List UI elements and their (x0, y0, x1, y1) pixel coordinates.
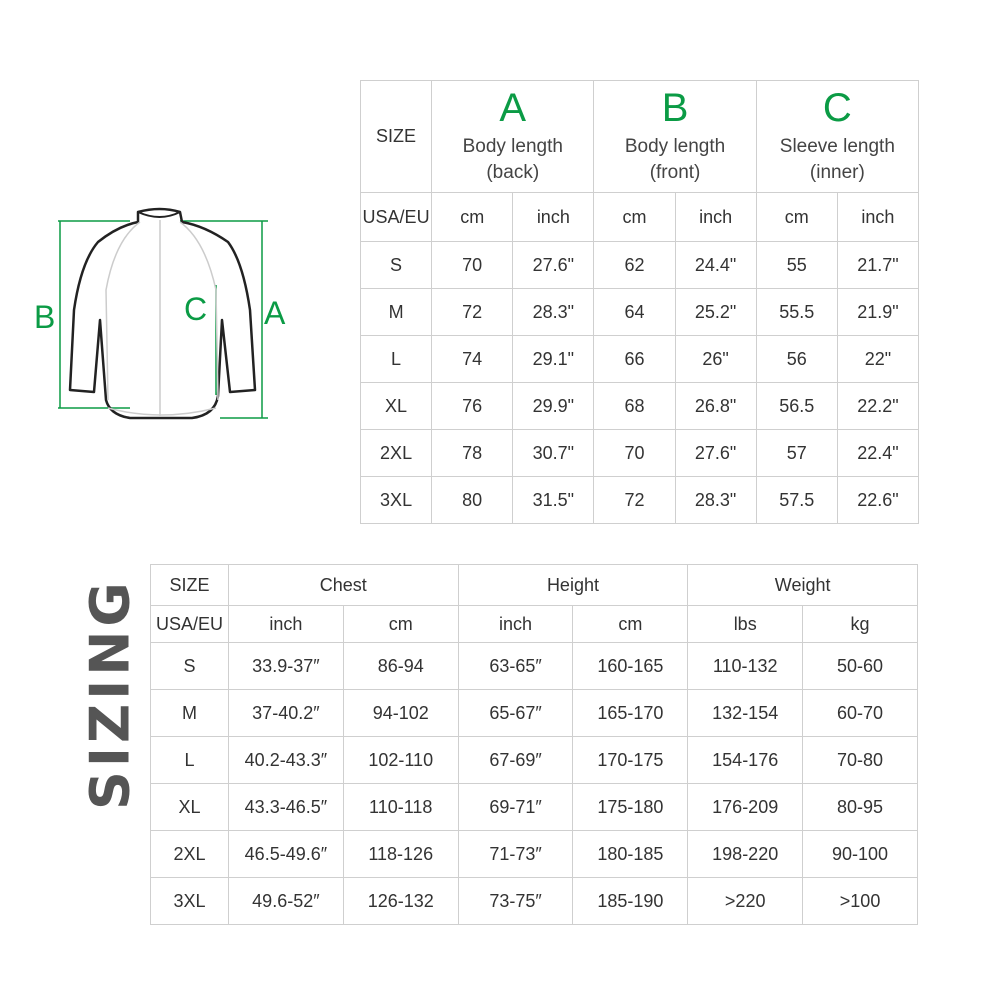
value-cell: 21.9" (837, 289, 918, 336)
value-cell: 110-132 (688, 643, 803, 690)
region-label: USA/EU (151, 606, 229, 643)
value-cell: 28.3" (675, 477, 756, 524)
unit-row (151, 606, 918, 643)
value-cell: 72 (432, 289, 513, 336)
value-cell: 37-40.2″ (228, 690, 343, 737)
value-cell: 80 (432, 477, 513, 524)
value-cell: 22.4" (837, 430, 918, 477)
size-cell: 2XL (151, 831, 229, 878)
unit-cell: inch (675, 193, 756, 242)
value-cell: 63-65″ (458, 643, 573, 690)
value-cell: 55 (756, 242, 837, 289)
unit-cell: cm (343, 606, 458, 643)
column-b-header (594, 81, 756, 193)
value-cell: 154-176 (688, 737, 803, 784)
value-cell: 70-80 (803, 737, 918, 784)
value-cell: 57.5 (756, 477, 837, 524)
table-row (151, 784, 918, 831)
value-cell: 49.6-52″ (228, 878, 343, 925)
value-cell: 25.2" (675, 289, 756, 336)
value-cell: 74 (432, 336, 513, 383)
value-cell: >220 (688, 878, 803, 925)
value-cell: 73-75″ (458, 878, 573, 925)
column-letter: B (661, 85, 689, 130)
value-cell: 165-170 (573, 690, 688, 737)
value-cell: 40.2-43.3″ (228, 737, 343, 784)
value-cell: 180-185 (573, 831, 688, 878)
value-cell: 70 (594, 430, 675, 477)
value-cell: 90-100 (803, 831, 918, 878)
label-b: B (34, 299, 56, 335)
value-cell: 198-220 (688, 831, 803, 878)
value-cell: >100 (803, 878, 918, 925)
value-cell: 185-190 (573, 878, 688, 925)
value-cell: 67-69″ (458, 737, 573, 784)
unit-cell: cm (594, 193, 675, 242)
table-row (361, 430, 919, 477)
value-cell: 94-102 (343, 690, 458, 737)
column-sublabel: (front) (649, 161, 701, 183)
size-cell: L (151, 737, 229, 784)
table-row (151, 737, 918, 784)
unit-cell: cm (573, 606, 688, 643)
label-a: A (264, 295, 286, 331)
table-row (361, 383, 919, 430)
value-cell: 132-154 (688, 690, 803, 737)
value-cell: 176-209 (688, 784, 803, 831)
value-cell: 170-175 (573, 737, 688, 784)
value-cell: 64 (594, 289, 675, 336)
size-cell: 3XL (361, 477, 432, 524)
value-cell: 80-95 (803, 784, 918, 831)
header-row (361, 81, 919, 193)
value-cell: 57 (756, 430, 837, 477)
value-cell: 27.6" (675, 430, 756, 477)
value-cell: 31.5" (513, 477, 594, 524)
value-cell: 70 (432, 242, 513, 289)
value-cell: 43.3-46.5″ (228, 784, 343, 831)
value-cell: 65-67″ (458, 690, 573, 737)
size-cell: 3XL (151, 878, 229, 925)
size-cell: XL (361, 383, 432, 430)
height-header: Height (458, 565, 688, 606)
value-cell: 24.4" (675, 242, 756, 289)
value-cell: 21.7" (837, 242, 918, 289)
value-cell: 175-180 (573, 784, 688, 831)
header-row (151, 565, 918, 606)
garment-measurements-table (360, 80, 919, 524)
column-label: Sleeve length (779, 135, 895, 157)
size-cell: S (151, 643, 229, 690)
value-cell: 33.9-37″ (228, 643, 343, 690)
value-cell: 72 (594, 477, 675, 524)
size-header: SIZE (151, 565, 229, 606)
region-label: USA/EU (361, 193, 432, 242)
table-row (361, 336, 919, 383)
column-label: Body length (624, 135, 726, 157)
table-row (361, 242, 919, 289)
value-cell: 29.9" (513, 383, 594, 430)
column-sublabel: (inner) (809, 161, 865, 183)
value-cell: 60-70 (803, 690, 918, 737)
value-cell: 46.5-49.6″ (228, 831, 343, 878)
unit-cell: inch (513, 193, 594, 242)
table-row (151, 878, 918, 925)
size-cell: S (361, 242, 432, 289)
table-row (151, 643, 918, 690)
value-cell: 68 (594, 383, 675, 430)
column-a-header (432, 81, 594, 193)
unit-cell: cm (432, 193, 513, 242)
column-label: Body length (462, 135, 563, 157)
column-letter: A (499, 85, 527, 130)
value-cell: 62 (594, 242, 675, 289)
value-cell: 22.2" (837, 383, 918, 430)
value-cell: 160-165 (573, 643, 688, 690)
value-cell: 22" (837, 336, 918, 383)
value-cell: 28.3" (513, 289, 594, 336)
table-row (361, 477, 919, 524)
table-row (361, 289, 919, 336)
value-cell: 56.5 (756, 383, 837, 430)
label-c: C (184, 291, 208, 327)
sizing-title: SIZING (78, 578, 142, 810)
size-cell: M (361, 289, 432, 336)
unit-cell: cm (756, 193, 837, 242)
table-row (151, 690, 918, 737)
unit-cell: inch (228, 606, 343, 643)
value-cell: 118-126 (343, 831, 458, 878)
value-cell: 69-71″ (458, 784, 573, 831)
size-cell: XL (151, 784, 229, 831)
value-cell: 76 (432, 383, 513, 430)
value-cell: 110-118 (343, 784, 458, 831)
column-letter: C (822, 85, 852, 130)
table-row (151, 831, 918, 878)
jersey-collar (138, 212, 180, 217)
value-cell: 22.6" (837, 477, 918, 524)
size-cell: L (361, 336, 432, 383)
value-cell: 56 (756, 336, 837, 383)
jersey-outline (70, 209, 255, 418)
weight-header: Weight (688, 565, 918, 606)
unit-cell: inch (837, 193, 918, 242)
unit-cell: inch (458, 606, 573, 643)
body-size-table (150, 564, 918, 925)
column-c-header (756, 81, 918, 193)
value-cell: 102-110 (343, 737, 458, 784)
size-cell: 2XL (361, 430, 432, 477)
value-cell: 26" (675, 336, 756, 383)
value-cell: 26.8" (675, 383, 756, 430)
value-cell: 86-94 (343, 643, 458, 690)
value-cell: 126-132 (343, 878, 458, 925)
value-cell: 50-60 (803, 643, 918, 690)
jersey-diagram (30, 200, 300, 430)
value-cell: 78 (432, 430, 513, 477)
column-sublabel: (back) (486, 161, 540, 183)
value-cell: 30.7" (513, 430, 594, 477)
unit-cell: kg (803, 606, 918, 643)
unit-row (361, 193, 919, 242)
size-cell: M (151, 690, 229, 737)
size-header: SIZE (361, 81, 432, 193)
value-cell: 66 (594, 336, 675, 383)
value-cell: 55.5 (756, 289, 837, 336)
chest-header: Chest (228, 565, 458, 606)
unit-cell: lbs (688, 606, 803, 643)
value-cell: 27.6" (513, 242, 594, 289)
value-cell: 71-73″ (458, 831, 573, 878)
value-cell: 29.1" (513, 336, 594, 383)
